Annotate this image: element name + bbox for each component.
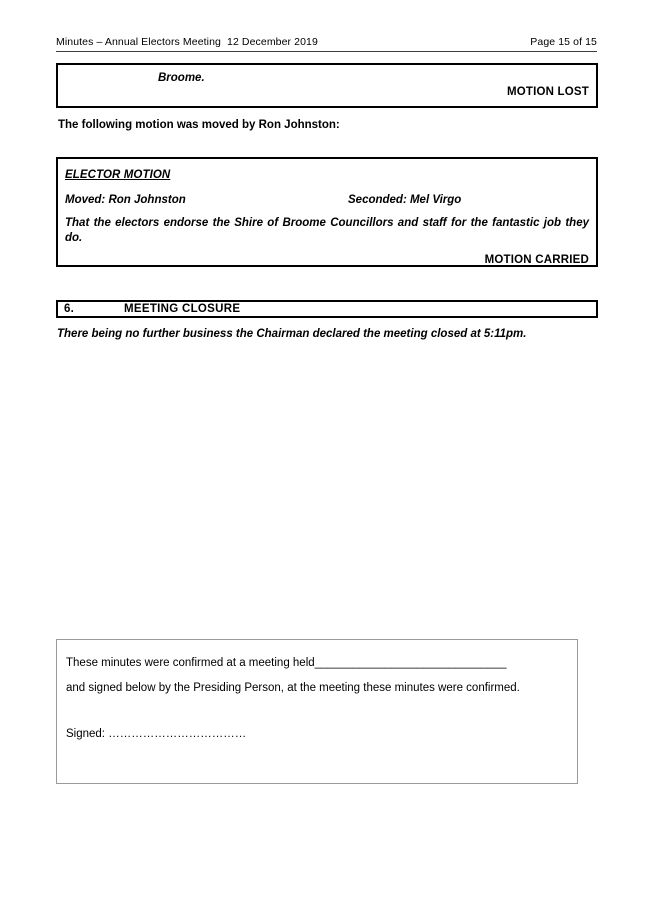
motion-lost-box [56,63,598,108]
confirmation-presiding-person-text: and signed below by the Presiding Person, at the meeting these minutes were confirmed. [66,681,520,694]
motion-lost-box-content [58,65,596,105]
motion-lost-result: MOTION LOST [506,86,589,99]
page-header [56,36,597,52]
section-title: MEETING CLOSURE [124,303,241,315]
elector-motion-result: MOTION CARRIED [484,254,589,267]
elector-motion-box [56,157,598,267]
meeting-closure-text: There being no further business the Chairman declared the meeting closed at 5:11pm. [57,328,527,340]
elector-motion-body: That the electors endorse the Shire of Broome Councillors and staff for the fantastic job they do. [65,217,589,244]
confirmation-date-blank[interactable]: ______________________________ [314,657,507,669]
minutes-confirmation-box [56,639,578,784]
elector-motion-box-content [58,159,596,271]
minutes-confirmation-content [57,640,577,743]
signature-line[interactable]: Signed: ……………………………… [66,728,247,741]
section-number: 6. [64,303,74,315]
header-document-title: Minutes – Annual Electors Meeting 12 December 2019 [56,36,318,48]
motion-introduction-statement: The following motion was moved by Ron Johnston: [58,119,340,131]
header-page-number: Page 15 of 15 [530,36,597,48]
elector-motion-seconded-by: Seconded: Mel Virgo [348,194,462,206]
elector-motion-moved-by: Moved: Ron Johnston [65,194,186,206]
section-heading-meeting-closure [56,300,598,318]
confirmation-meeting-held-line [66,655,566,672]
confirmation-prefix-text: These minutes were confirmed at a meeting held [66,657,315,669]
elector-motion-mover-row [65,194,589,208]
elector-motion-title: ELECTOR MOTION [65,169,171,181]
motion-lost-continued-text: Broome. [158,72,205,84]
elector-motion-title-row [65,165,589,183]
